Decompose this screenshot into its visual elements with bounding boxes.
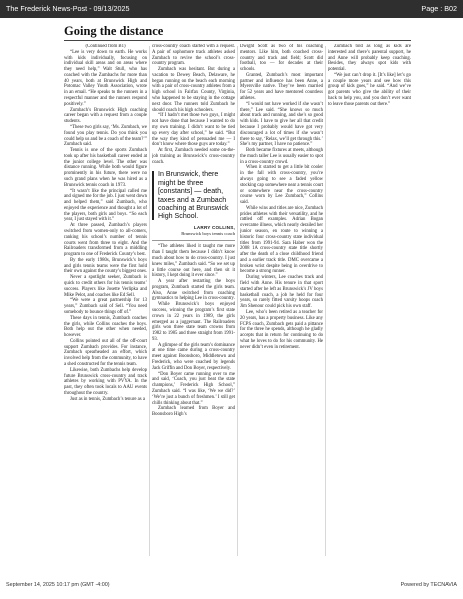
- pull-quote: [152, 170, 235, 220]
- pull-quote-bar: [152, 171, 154, 219]
- paragraph: Tennis is one of the sports Zumbach took up after his basketball career ended at the junior college level. The other was distance running. While both would figure prominently in his future, there were no such grand plans when he was hired as a Brunswick tennis coach in 1973.: [64, 148, 147, 188]
- paragraph: “Don Boyer came running over to me and said, ‘Coach, you just beat the state champions,’ Frederick High School,” Zumbach said. “I was like, ‘We we did?’ ‘We’re just a bunch of freshmen.’ I still get chills thinking about that.”: [152, 371, 235, 406]
- paragraph: “If I hadn’t met those two guys, I might not have done that because I wanted to do my own training. I didn’t want to be tied up every day after school,” he said. “But the way they kind of persuaded me — I don’t know where those guys are today.”: [152, 113, 235, 148]
- paragraph: Zumbach told as long as kids are interested and there’s parental support, he and Anne will probably keep coaching. Besides, they always spot kids with potential.: [328, 44, 411, 73]
- paragraph: While Brunswick’s boys enjoyed success, winning the program’s first state crown in 22 years in 1989, the girls emerged as a juggernaut. The Railroaders girls won three state team crowns from 1982 to 1985 and three straight from 1991-93.: [152, 302, 235, 342]
- powered-by-label[interactable]: Powered by TECNAVIA: [400, 582, 457, 588]
- attribution-role: Brunswick boys tennis coach: [181, 230, 235, 236]
- continued-from-line: (Continued from B1): [85, 44, 126, 49]
- publication-date-label: The Frederick News-Post - 09/13/2025: [6, 4, 130, 13]
- paragraph: Dwight Scott as two of his coaching mentors. Like him, both coached cross-country and track and field; Scott did football, too — for decades at their schools.: [240, 44, 323, 73]
- paragraph: Likewise, both Zumbachs help develop future Brunswick cross-country and track athletes by working with PVYA. In the past, they often took locals to AAU events throughout the country.: [64, 367, 147, 396]
- pull-quote-text: In Brunswick, there might be three [constants] — death, taxes and a Zumbach coaching at Brunswick High School.: [158, 170, 229, 221]
- headline-rule: [64, 40, 411, 41]
- paragraph: Zumbach was hesitant. But during a vacation to Dewey Beach, Delaware, he began running on the beach each morning with a pair of cross-country athletes from a high school in Fairfax County, Virginia, who happened to be staying in the cottage next door. The runners told Zumbach he should coach his high schoolers.: [152, 67, 235, 113]
- paragraph: A year after restarting the boys program, Zumbach started the girls team. Also, Anne switched from coaching gymnastics to helping Lee in cross-country.: [152, 279, 235, 302]
- article-column-3: [240, 44, 323, 559]
- paragraph: “It wasn’t like the principal called me and signed me for the job. I just went down and helped them,” said Zumbach, who enjoyed the experience and thought a lot of the players, both girls and boys. “So each year, I just stayed with it.”: [64, 188, 147, 223]
- paragraph: A glimpse of the girls team’s dominance at one time came during a cross-country meet against Boonsboro, Middletown and Frederick, who were coached by legends Jack Griffin and Don Boyer, respectively.: [152, 342, 235, 371]
- paragraph: Granted, Zumbach’s most important partner and influence has been Anne, a Myersville native. They’ve been married for 52 years and have mentored countless athletes.: [240, 72, 323, 102]
- paragraph: Collins pointed out all of the off-court support Zumbach provides. For instance, Zumbach spearheaded an effort, which involved help from the community, to have a shed constructed for the tennis team.: [64, 338, 147, 367]
- paragraph: Lee, who’s been retired as a teacher for 20 years, has a property business. Like any FCPS coach, Zumbach gets paid a pittance for the three he spends, although he gladly accepts that in return for continuing to do what he loves to do for his community. He never didn’t even in retirement.: [240, 309, 323, 350]
- paragraph: “We were a great partnership for 13 years,” Zumbach said of Sell. “You need somebody to bounce things off of.”: [64, 298, 147, 315]
- paragraph: During winters, Lee coaches track and field with Anne. His tenure in that sport started after he left as Brunswick’s JV boys basketball coach, a job he held for four years, so rarely fitted varsity hoops coach Jim Shenour could pick his own staff.: [240, 275, 323, 310]
- attribution-name: LARRY COLLINS,: [193, 224, 235, 230]
- paragraph: “We just can’t drop it. [It’s like] let’s go a couple more years and see how this group of kids goes,” he said. “And we’ve got parents who give the ability of their back to help you, and you don’t ever want to leave those parents out there.”: [328, 72, 411, 107]
- viewer-header-bar: [0, 0, 463, 18]
- paragraph: “These two girls say, ‘Ms. Zumbach, we found you play tennis. Do you think you could help us and be a coach of the team?’” Zumbach said.: [64, 124, 147, 148]
- column-divider: [149, 46, 150, 556]
- article-headline: Going the distance: [64, 24, 164, 38]
- article-column-1: [64, 44, 147, 559]
- paragraph: Zumbach’s Brunswick High coaching career began with a request from a couple students.: [64, 107, 147, 125]
- pull-quote-attribution: [152, 225, 235, 237]
- article-column-2: [152, 44, 235, 559]
- paragraph: “The athletes liked it taught me more than I taught them because I didn’t know much about how to do cross-country. I just knew miles,” Zumbach said. “So we set up a little course out here, and then sit it history, I kept doing it ever since.”: [152, 244, 235, 279]
- paragraph: When it started to get a little bit cooler in the fall with cross-country, you’re always going to see a faded yellow stocking cap somewhere near a tennis court or somewhere near the cross-country course worn by Lee Zumbach,” Collins said.: [240, 165, 323, 206]
- viewer-footer: [0, 578, 463, 592]
- newspaper-page[interactable]: [64, 24, 411, 562]
- print-timestamp: September 14, 2025 10:17 pm (GMT -4:00): [6, 582, 110, 588]
- column-divider: [237, 46, 238, 556]
- paragraph: These days in tennis, Zumbach coaches the girls, while Collins coaches the boys. Both help out the other when needed, however.: [64, 315, 147, 339]
- article-column-4: [328, 44, 411, 559]
- paragraph: cross-country coach started with a request. A pair of sophomore track athletes asked Zumbach to revive the school’s cross-country program.: [152, 44, 235, 67]
- attribution-rule: [152, 240, 235, 241]
- paragraph: While wins and titles are nice, Zumbach prides athletes with their versatility, and he rattled off examples. Adrian Bogan overcame illness, which nearly derailed her junior season, en route to winning a historic four cross-country state individual titles from 1991-94. Sara Haber won the 2008 1A cross-country state title shortly after the death of a close childhood friend and a earlier track title. DMC overcame a broken wrist despite being in overdrive to become a strong runner.: [240, 205, 323, 275]
- paragraph: Just as in tennis, Zumbach’s tenure as a: [70, 396, 145, 402]
- column-divider: [325, 46, 326, 556]
- paragraph: “Lee is very down to earth. He works with kids individually, focusing on individual skill areas and on areas where they need help,” Walt Stull, who has coached with the Zumbachs for more than 40 years, both at Brunswick High and Potomac Valley Youth Association, wrote in an email. “He speaks to the runners in a respectful manner and the runners respond positively.”: [64, 49, 147, 107]
- article-body: [64, 44, 411, 559]
- page-number-label: Page : B02: [421, 4, 457, 13]
- paragraph: Both became fixtures at meets, although the much taller Lee is usually easier to spot in a cross-country crowd.: [240, 148, 323, 165]
- paragraph: Never a spotlight seeker, Zumbach is quick to credit others for his tennis teams’ success. Players like Josette Verlipka and Mike Pelot, and coaches like Ed Sell.: [64, 275, 147, 298]
- paragraph: At first, Zumbach needed some on-the-job training as Brunswick’s cross-country coach.: [152, 148, 235, 165]
- paragraph: “I would not have worked if she wasn’t there,” Lee said. “She knows so much about track and running, and she’s so good with kids. I have to give her all that credit because I probably would have got very discouraged a lot of times if she wasn’t there to say, ‘Relax, we’ll get through this.’ She’s my partner, I have no patience.”: [240, 101, 323, 148]
- paragraph: By the early 1980s, Brunswick’s boys and girls tennis teams were the first hold their own against the county’s biggest ones.: [64, 257, 147, 275]
- paragraph: At three passed, Zumbach’s players switched from women-only to all-comers, ranking his school’s number of tennis courts went from three to eight. And the Railroaders transformed from a middling program to one of Frederick County’s best.: [64, 223, 147, 258]
- paragraph: Zumbach learned from Boyer and Boonsboro High’s: [152, 406, 235, 418]
